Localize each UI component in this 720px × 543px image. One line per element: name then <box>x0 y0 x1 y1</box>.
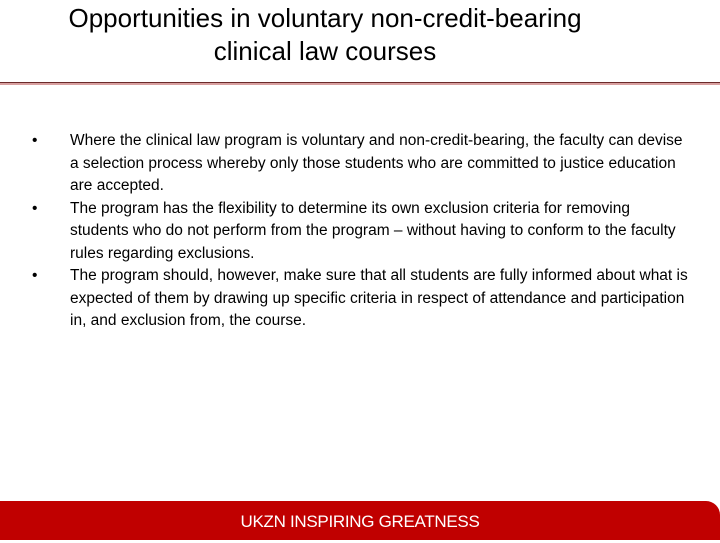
bullet-text: Where the clinical law program is voluntary and non-credit-bearing, the faculty can devise a selection process whereby only those students who are committed to justice education are accepted. <box>70 132 683 194</box>
bullet-icon: • <box>32 132 38 149</box>
bullet-item <box>30 265 690 333</box>
slide-title: Opportunities in voluntary non-credit-bearing clinical law courses <box>68 3 582 66</box>
bullet-icon: • <box>32 267 38 284</box>
bullet-text: The program has the flexibility to determine its own exclusion criteria for removing students who do not perform from the program – without having to conform to the faculty rules regarding exclusions. <box>70 199 676 262</box>
bullet-item <box>30 198 690 266</box>
title-divider-shadow <box>0 83 720 85</box>
bullet-text: The program should, however, make sure that all students are fully informed about what is expected of them by drawing up specific criteria in respect of attendance and participation in, and exclusion from, the course. <box>70 267 688 329</box>
bullet-icon: • <box>32 199 38 217</box>
bullet-list <box>30 130 690 333</box>
footer-slogan: UKZN INSPIRING GREATNESS <box>240 512 480 531</box>
footer-banner <box>0 501 720 540</box>
bullet-item <box>30 130 690 198</box>
